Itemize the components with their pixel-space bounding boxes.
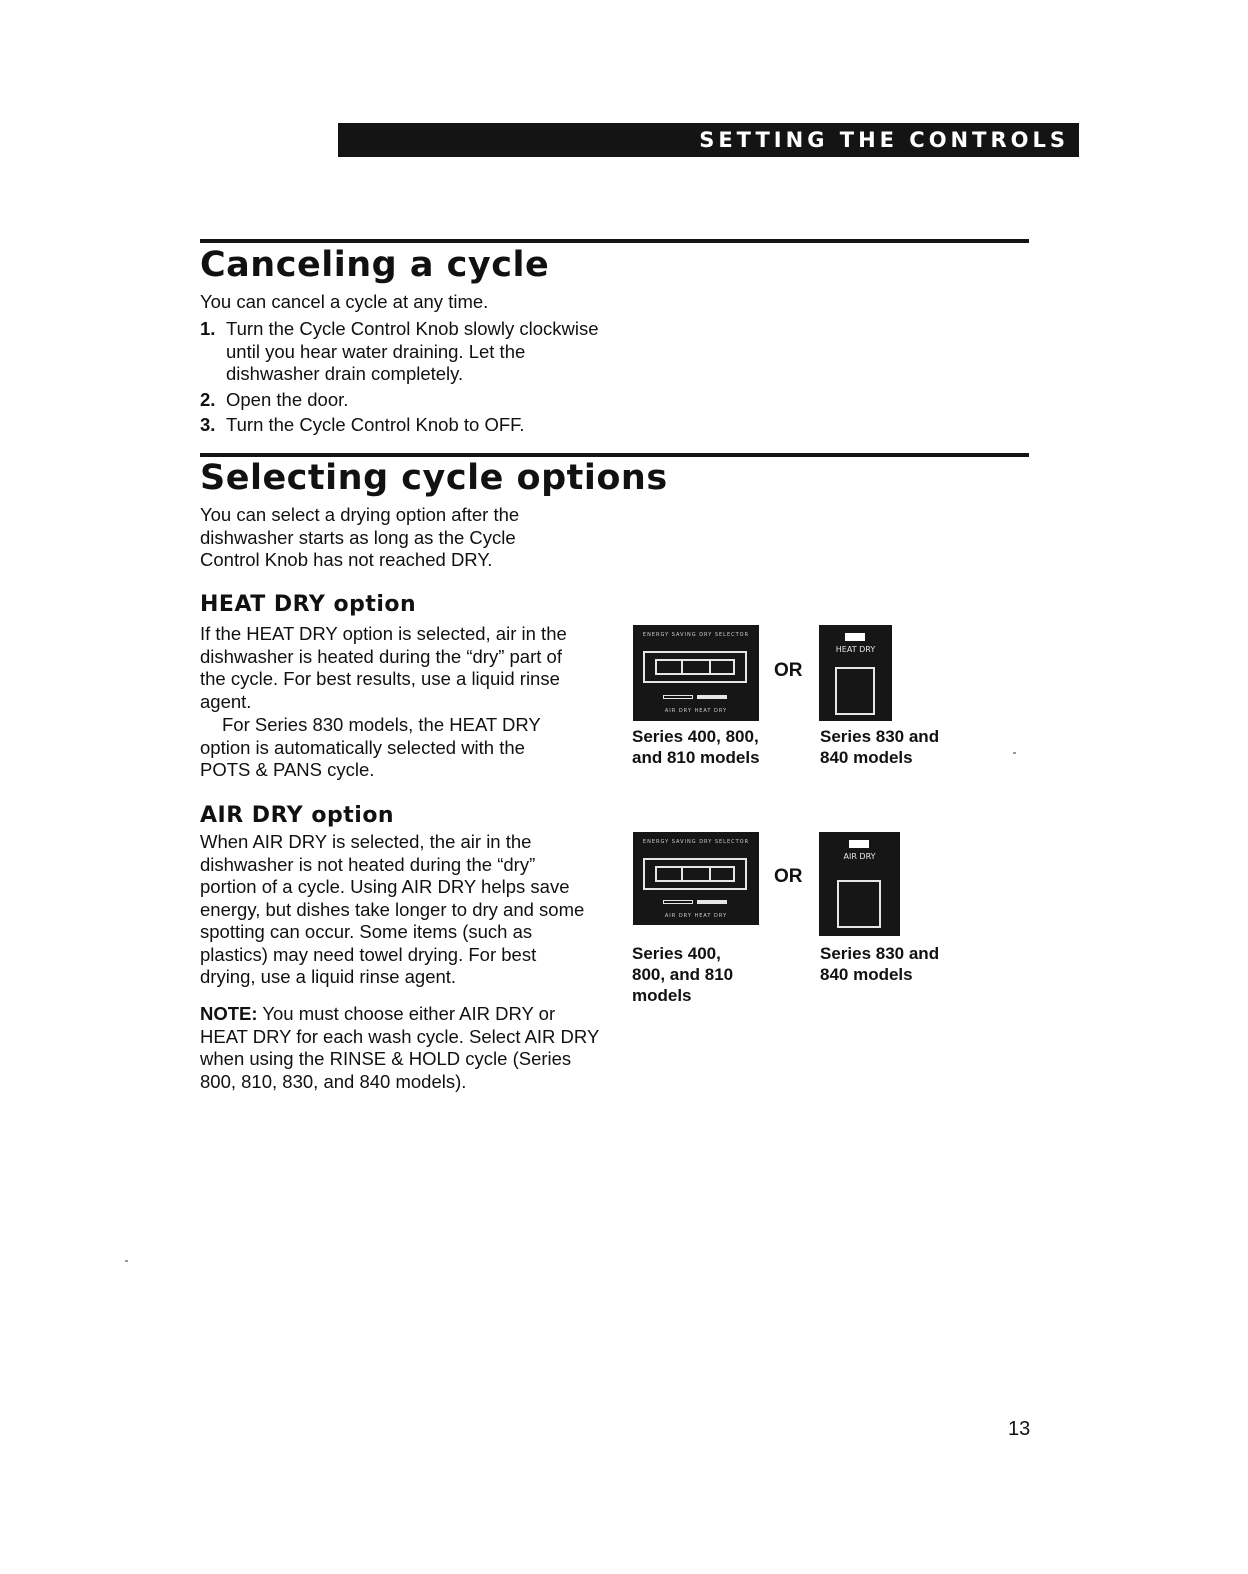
air-dry-heading: AIR DRY option bbox=[200, 803, 395, 828]
indicator-bars-icon bbox=[663, 900, 727, 905]
section-divider bbox=[200, 453, 1029, 457]
push-button-icon bbox=[835, 667, 875, 715]
figure-caption: Series 830 and 840 models bbox=[820, 727, 940, 767]
scan-speck bbox=[125, 1260, 128, 1262]
list-item bbox=[200, 414, 620, 437]
step-text: Turn the Cycle Control Knob slowly clockwise until you hear water draining. Let the dishwasher drain completely. bbox=[226, 318, 599, 384]
list-item bbox=[200, 389, 620, 412]
or-label: OR bbox=[774, 866, 803, 887]
button-label: AIR DRY bbox=[843, 852, 876, 861]
step-text: Turn the Cycle Control Knob to OFF. bbox=[226, 414, 525, 435]
or-label: OR bbox=[774, 660, 803, 681]
indicator-bars-icon bbox=[663, 695, 727, 700]
canceling-intro: You can cancel a cycle at any time. bbox=[200, 291, 489, 312]
figure-caption: Series 400, 800, and 810 models bbox=[632, 727, 760, 767]
list-item bbox=[200, 318, 620, 386]
figure-caption: Series 400, 800, and 810 models bbox=[632, 944, 734, 1005]
section-divider bbox=[200, 239, 1029, 243]
rocker-switch-icon bbox=[643, 651, 747, 683]
heat-dry-heading: HEAT DRY option bbox=[200, 592, 417, 617]
indicator-light-icon bbox=[845, 633, 865, 641]
step-number: 3. bbox=[200, 414, 216, 435]
heat-dry-button-illustration bbox=[819, 625, 892, 721]
panel-caption-top: ENERGY SAVING DRY SELECTOR bbox=[642, 839, 750, 845]
air-dry-paragraph: When AIR DRY is selected, the air in the dishwasher is not heated during the “dry” portion of a cycle. Using AIR DRY helps save energy, but dishes take longer to dry and some spotting can occur. Some items (such as plastics) may need towel drying. For best drying, use a liquid rinse agent. bbox=[200, 831, 585, 987]
scan-speck bbox=[1013, 752, 1016, 754]
button-label: HEAT DRY bbox=[835, 645, 876, 654]
air-dry-button-illustration bbox=[819, 832, 900, 936]
dry-selector-panel-illustration bbox=[633, 625, 759, 721]
step-number: 2. bbox=[200, 388, 216, 410]
note-paragraph bbox=[200, 1003, 600, 1093]
step-text: Open the door. bbox=[226, 388, 349, 410]
push-button-icon bbox=[837, 880, 881, 928]
selecting-intro: You can select a drying option after the dishwasher starts as long as the Cycle Control Knob has not reached DRY. bbox=[200, 504, 520, 570]
section-header-bar bbox=[338, 123, 1079, 157]
panel-caption-bottom: AIR DRY HEAT DRY bbox=[664, 913, 728, 919]
heat-dry-paragraph: If the HEAT DRY option is selected, air in the dishwasher is heated during the “dry” part of the cycle. For best results, use a liquid rinse agent. bbox=[200, 623, 567, 712]
selecting-heading: Selecting cycle options bbox=[200, 458, 668, 498]
canceling-heading: Canceling a cycle bbox=[200, 245, 550, 285]
page-number: 13 bbox=[1008, 1418, 1031, 1440]
panel-caption-top: ENERGY SAVING DRY SELECTOR bbox=[642, 632, 750, 638]
note-label: NOTE: bbox=[200, 1003, 258, 1024]
section-header-title: SETTING THE CONTROLS bbox=[699, 128, 1069, 152]
panel-caption-bottom: AIR DRY HEAT DRY bbox=[664, 708, 728, 714]
dry-selector-panel-illustration bbox=[633, 832, 759, 925]
heat-dry-paragraph-series-830: For Series 830 models, the HEAT DRY option is automatically selected with the POTS & PANS cycle. bbox=[200, 714, 541, 780]
indicator-light-icon bbox=[849, 840, 869, 848]
figure-caption: Series 830 and 840 models bbox=[820, 944, 940, 984]
rocker-switch-icon bbox=[643, 858, 747, 890]
canceling-steps-list bbox=[200, 318, 620, 440]
note-text: You must choose either AIR DRY or HEAT DRY for each wash cycle. Select AIR DRY when using the RINSE & HOLD cycle (Series 800, 810, 830, and 840 models). bbox=[200, 1003, 599, 1092]
step-number: 1. bbox=[200, 318, 216, 339]
